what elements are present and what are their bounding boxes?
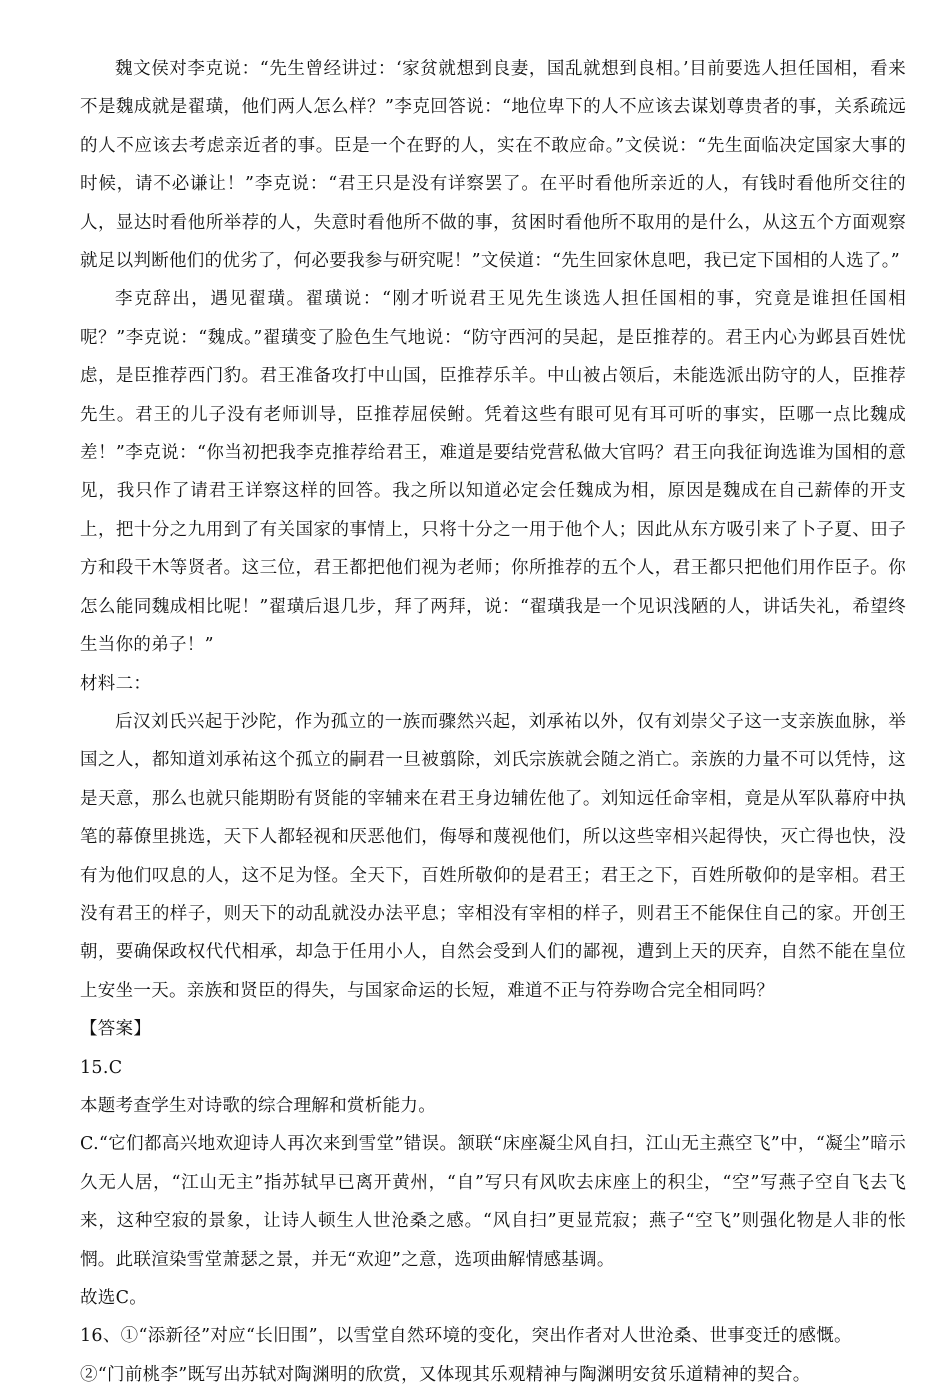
question-15-answer: 15.C — [80, 1057, 123, 1078]
question-16-point-1: 16、①“添新径”对应“长旧围”，以雪堂自然环境的变化，突出作者对人世沧桑、世事变迁的感慨。 — [80, 1326, 852, 1347]
material-one-paragraph-2: 李克辞出，遇见翟璜。翟璜说：“刚才听说君王见先生谈选人担任国相的事，究竟是谁担任国相呢？”李克说：“魏成。”翟璜变了脸色生气地说：“防守西河的吴起，是臣推荐的。君王内心为邺县百姓忧虑，是臣推荐西门豹。君王准备攻打中山国，臣推荐乐羊。中山被占领后，未能选派出防守的人，臣推荐先生。君王的儿子没有老师训导，臣推荐屈侯鲋。凭着这些有眼可见有耳可听的事实，臣哪一点比魏成差！”李克说：“你当初把我李克推荐给君王，难道是要结党营私做大官吗？君王向我征询选谁为国相的意见，我只作了请君王详察这样的回答。我之所以知道必定会任魏成为相，原因是魏成在自己薪俸的开支上，把十分之九用到了有关国家的事情上，只将十分之一用于他个人；因此从东方吸引来了卜子夏、田子方和段干木等贤者。这三位，君王都把他们视为老师；你所推荐的五个人，君王都只把他们用作臣子。你怎么能同魏成相比呢！”翟璜后退几步，拜了两拜，说：“翟璜我是一个见识浅陋的人，讲话失礼，希望终生当你的弟子！” — [80, 289, 906, 656]
question-15-analysis: C.“它们都高兴地欢迎诗人再次来到雪堂”错误。颔联“床座凝尘风自扫，江山无主燕空飞”中，“凝尘”暗示久无人居，“江山无主”指苏轼早已离开黄州，“自”写只有风吹去床座上的积尘，“空”写燕子空自飞去飞来，这种空寂的景象，让诗人顿生人世沧桑之感。“风自扫”更显荒寂；燕子“空飞”则强化物是人非的怅惘。此联渲染雪堂萧瑟之景，并无“欢迎”之意，选项曲解情感基调。 — [80, 1134, 906, 1270]
document-page — [80, 50, 906, 1394]
material-two-paragraph: 后汉刘氏兴起于沙陀，作为孤立的一族而骤然兴起，刘承祐以外，仅有刘崇父子这一支亲族血脉，举国之人，都知道刘承祐这个孤立的嗣君一旦被翦除，刘氏宗族就会随之消亡。亲族的力量不可以凭恃，这是天意，那么也就只能期盼有贤能的宰辅来在君王身边辅佐他了。刘知远任命宰相，竟是从军队幕府中执笔的幕僚里挑选，天下人都轻视和厌恶他们，侮辱和蔑视他们，所以这些宰相兴起得快，灭亡得也快，没有为他们叹息的人，这不足为怪。全天下，百姓所敬仰的是君王；君王之下，百姓所敬仰的是宰相。君王没有君王的样子，则天下的动乱就没办法平息；宰相没有宰相的样子，则君王不能保住自己的家。开创王朝，要确保政权代代相承，却急于任用小人，自然会受到人们的鄙视，遭到上天的厌弃，自然不能在皇位上安坐一天。亲族和贤臣的得失，与国家命运的长短，难道不正与符券吻合完全相同吗？ — [80, 711, 906, 1001]
material-two-label: 材料二： — [80, 673, 152, 694]
question-15-conclusion: 故选C。 — [80, 1288, 148, 1308]
material-one-paragraph-1: 魏文侯对李克说：“先生曾经讲过：‘家贫就想到良妻，国乱就想到良相。’目前要选人担任国相，看来不是魏成就是翟璜，他们两人怎么样？”李克回答说：“地位卑下的人不应该去谋划尊贵者的事，关系疏远的人不应该去考虑亲近者的事。臣是一个在野的人，实在不敢应命。”文侯说：“先生面临决定国家大事的时候，请不必谦让！”李克说：“君王只是没有详察罢了。在平时看他所亲近的人，有钱时看他所交往的人，显达时看他所举荐的人，失意时看他所不做的事，贫困时看他所不取用的是什么，从这五个方面观察就足以判断他们的优劣了，何必要我参与研究呢！”文侯道：“先生回家休息吧，我已定下国相的人选了。” — [80, 59, 906, 272]
question-16-point-2: ②“门前桃李”既写出苏轼对陶渊明的欣赏，又体现其乐观精神与陶渊明安贫乐道精神的契合。 — [80, 1364, 811, 1385]
answer-heading: 【答案】 — [80, 1019, 152, 1040]
question-15-intro: 本题考查学生对诗歌的综合理解和赏析能力。 — [80, 1095, 436, 1116]
